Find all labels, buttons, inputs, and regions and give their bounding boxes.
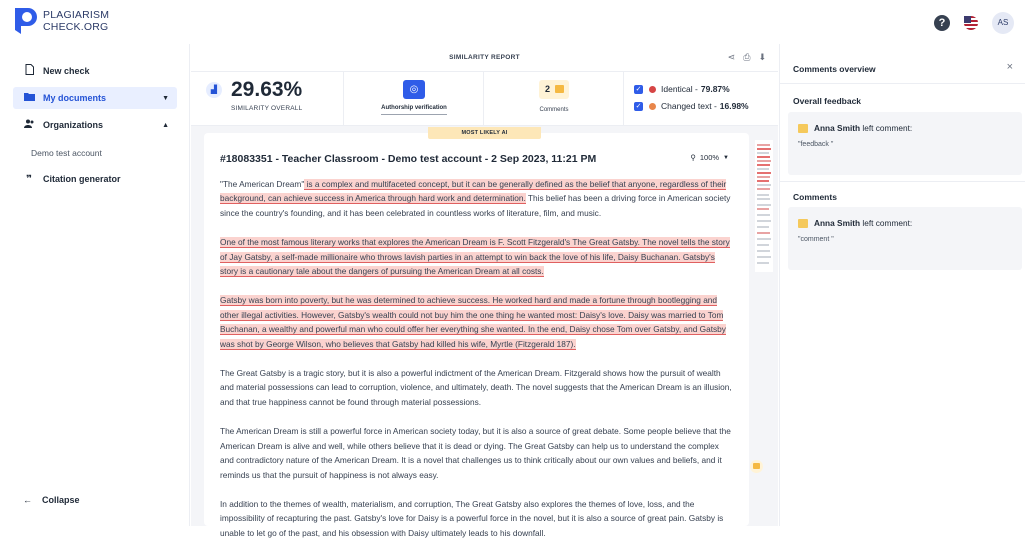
collapse-label: Collapse bbox=[42, 495, 80, 505]
share-icon[interactable]: ⋖ bbox=[727, 52, 736, 62]
legend-value: 16.98% bbox=[719, 101, 749, 111]
print-icon[interactable]: ⎙ bbox=[743, 52, 751, 62]
comments-heading: Comments bbox=[793, 192, 837, 202]
comments-panel bbox=[779, 44, 1024, 526]
users-icon bbox=[23, 119, 35, 131]
brand-line-2: CHECK.ORG bbox=[43, 21, 109, 33]
document-title: #18083351 - Teacher Classroom - Demo test account - 2 Sep 2023, 11:21 PM bbox=[220, 153, 597, 165]
comments-stat bbox=[484, 72, 624, 126]
paragraph: The Great Gatsby is a tragic story, but it is also a powerful indictment of the American Dream. Fitzgerald shows how the pursuit of wealth and material possessions can lead to corruption, violence, and ultimately, death. The novel suggests that the American Dream is an illusion, and that true happiness cannot be found through material possessions. bbox=[220, 368, 732, 407]
comments-label: Comments bbox=[539, 107, 569, 113]
sidebar-item-my-documents[interactable] bbox=[13, 87, 177, 109]
legend-changed-text[interactable]: ✓ Changed text - 16.98% bbox=[635, 101, 749, 111]
zoom-control[interactable] bbox=[690, 153, 729, 162]
comment-text: "feedback " bbox=[798, 141, 834, 148]
report-title: SIMILARITY REPORT bbox=[449, 54, 520, 61]
sidebar-item-citation-generator[interactable] bbox=[13, 168, 177, 190]
us-flag-icon[interactable] bbox=[964, 16, 978, 30]
magnifier-icon: ⚲ bbox=[690, 153, 696, 162]
sidebar-subitem-demo-account[interactable]: Demo test account bbox=[31, 148, 102, 158]
paragraph bbox=[220, 293, 734, 351]
quote-icon: ❞ bbox=[26, 173, 32, 185]
sidebar-item-label: Organizations bbox=[43, 120, 104, 130]
comment-text: "comment " bbox=[798, 236, 834, 243]
sidebar-item-label: Citation generator bbox=[43, 174, 121, 184]
sidebar-item-label: My documents bbox=[43, 93, 107, 103]
brand-line-1: PLAGIARISM bbox=[43, 9, 110, 21]
sidebar-item-new-check[interactable] bbox=[13, 60, 177, 82]
download-icon[interactable]: ⬇ bbox=[758, 52, 766, 62]
paragraph: The American Dream is still a powerful force in American society today, but it is also a source of great debate. Some people believe that the American Dream is alive and well, while others believe that it is dead or dying. The Great Gatsby can help us to understand the complex and contradictory nature of the American Dream. It is a novel that challenges us to think critically about our own values and beliefs, and it reminds us that the pursuit of happiness is not always easy. bbox=[220, 426, 731, 480]
report-header bbox=[191, 44, 778, 72]
top-bar bbox=[0, 0, 1024, 44]
legend bbox=[624, 72, 778, 126]
comments-panel-title: Comments overview bbox=[793, 64, 876, 74]
sidebar bbox=[0, 44, 190, 526]
legend-label: Changed text bbox=[661, 101, 712, 111]
comment-marker-icon[interactable] bbox=[750, 460, 763, 473]
comment-card[interactable]: Anna Smith left comment: "comment " bbox=[788, 207, 1022, 270]
paragraph: "The American Dream" is a complex and multifaceted concept, but it can be generally defined as the belief that anyone, regardless of their background, can achieve success in America through hard work and determination. This belief has been a driving force in American society since the country's founding, and it has been celebrated in countless works of literature, film, and music. bbox=[220, 179, 731, 218]
paragraph bbox=[220, 235, 734, 278]
changed-dot-icon bbox=[649, 103, 656, 110]
chart-icon: ▟ bbox=[206, 82, 222, 98]
document-viewer bbox=[204, 133, 749, 538]
paragraph: In addition to the themes of wealth, materialism, and corruption, The Great Gatsby also explores the themes of love, loss, and the impossibility of recapturing the past. Gatsby's love for Daisy is a powerful force in the novel, but it is also a source of great pain. Gatsby is unable to let go of the past, and his obsession with Daisy ultimately leads to his downfall. bbox=[220, 498, 724, 538]
overall-feedback-card[interactable]: Anna Smith left comment: "feedback " bbox=[788, 112, 1022, 175]
collapse-button[interactable] bbox=[23, 495, 80, 505]
document-minimap[interactable] bbox=[755, 140, 773, 272]
comment-bubble-icon bbox=[798, 219, 808, 228]
match-highlight[interactable]: is a complex and multifaceted concept, but it can be generally defined as the belief that anyone, regardless of their background, can achieve success in America through hard work and determination. bbox=[220, 179, 727, 204]
stats-bar bbox=[191, 72, 778, 126]
sidebar-item-label: New check bbox=[43, 66, 90, 76]
user-avatar[interactable]: AS bbox=[992, 12, 1014, 34]
comment-bubble-icon bbox=[798, 124, 808, 133]
ai-detection-badge: MOST LIKELY AI bbox=[428, 127, 541, 139]
legend-identical[interactable]: ✓ Identical - 79.87% bbox=[635, 84, 730, 94]
comment-bubble-icon bbox=[555, 85, 564, 93]
arrow-left-icon: ← bbox=[23, 495, 32, 505]
chevron-down-icon[interactable]: ▼ bbox=[162, 94, 169, 102]
brand-logo[interactable] bbox=[13, 6, 109, 36]
match-highlight[interactable]: One of the most famous literary works that explores the American Dream is F. Scott Fitzgerald's The Great Gatsby. The novel tells the story of Jay Gatsby, a self-made millionaire who throws lavish parties in an attempt to win back the love of his life, Daisy Buchanan. Gatsby's story is a cautionary tale about the dangers of pursuing the American Dream at all costs. bbox=[220, 237, 730, 277]
fingerprint-icon: ◎ bbox=[409, 84, 419, 95]
legend-label: Identical bbox=[661, 84, 693, 94]
comments-count-button[interactable] bbox=[539, 80, 569, 99]
authorship-label[interactable]: Authorship verification bbox=[381, 105, 447, 111]
comments-count: 2 bbox=[545, 84, 551, 94]
folder-icon bbox=[23, 92, 35, 104]
logo-mark-icon bbox=[13, 6, 37, 36]
zoom-value: 100% bbox=[699, 153, 720, 162]
identical-dot-icon bbox=[649, 86, 656, 93]
authorship-stat bbox=[344, 72, 484, 126]
legend-value: 79.87% bbox=[700, 84, 730, 94]
main-area bbox=[191, 44, 778, 538]
document-text bbox=[220, 177, 734, 555]
overall-feedback-heading: Overall feedback bbox=[793, 96, 862, 106]
checkbox-checked-icon[interactable]: ✓ bbox=[635, 85, 642, 93]
match-highlight[interactable]: Gatsby was born into poverty, but he was determined to achieve success. He worked hard and made a fortune through bootlegging and other illegal activities. However, Gatsby's wealth could not buy him the one thing he wanted most: Daisy's love. Daisy was married to Tom Buchanan, a wealthy and powerful man who could offer her everything she wanted. In the end, Daisy chose Tom over Gatsby, and Gatsby was shot by George Wilson, who believes that Gatsby had killed his wife, Myrtle (Fitzgerald 187). bbox=[220, 295, 726, 349]
document-icon bbox=[23, 64, 35, 78]
sidebar-item-organizations[interactable] bbox=[13, 114, 177, 136]
comment-author: Anna Smith bbox=[814, 218, 861, 228]
similarity-value: 29.63% bbox=[231, 78, 303, 101]
comment-author: Anna Smith bbox=[814, 123, 861, 133]
similarity-stat bbox=[191, 72, 344, 126]
chevron-down-icon: ▼ bbox=[723, 154, 729, 161]
question-circle-icon[interactable]: ? bbox=[934, 15, 950, 31]
similarity-label: SIMILARITY OVERALL bbox=[231, 105, 303, 112]
authorship-verification-button[interactable] bbox=[403, 80, 425, 99]
close-icon[interactable]: × bbox=[1006, 61, 1013, 73]
checkbox-checked-icon[interactable]: ✓ bbox=[635, 102, 642, 110]
chevron-up-icon[interactable]: ▲ bbox=[162, 121, 169, 129]
